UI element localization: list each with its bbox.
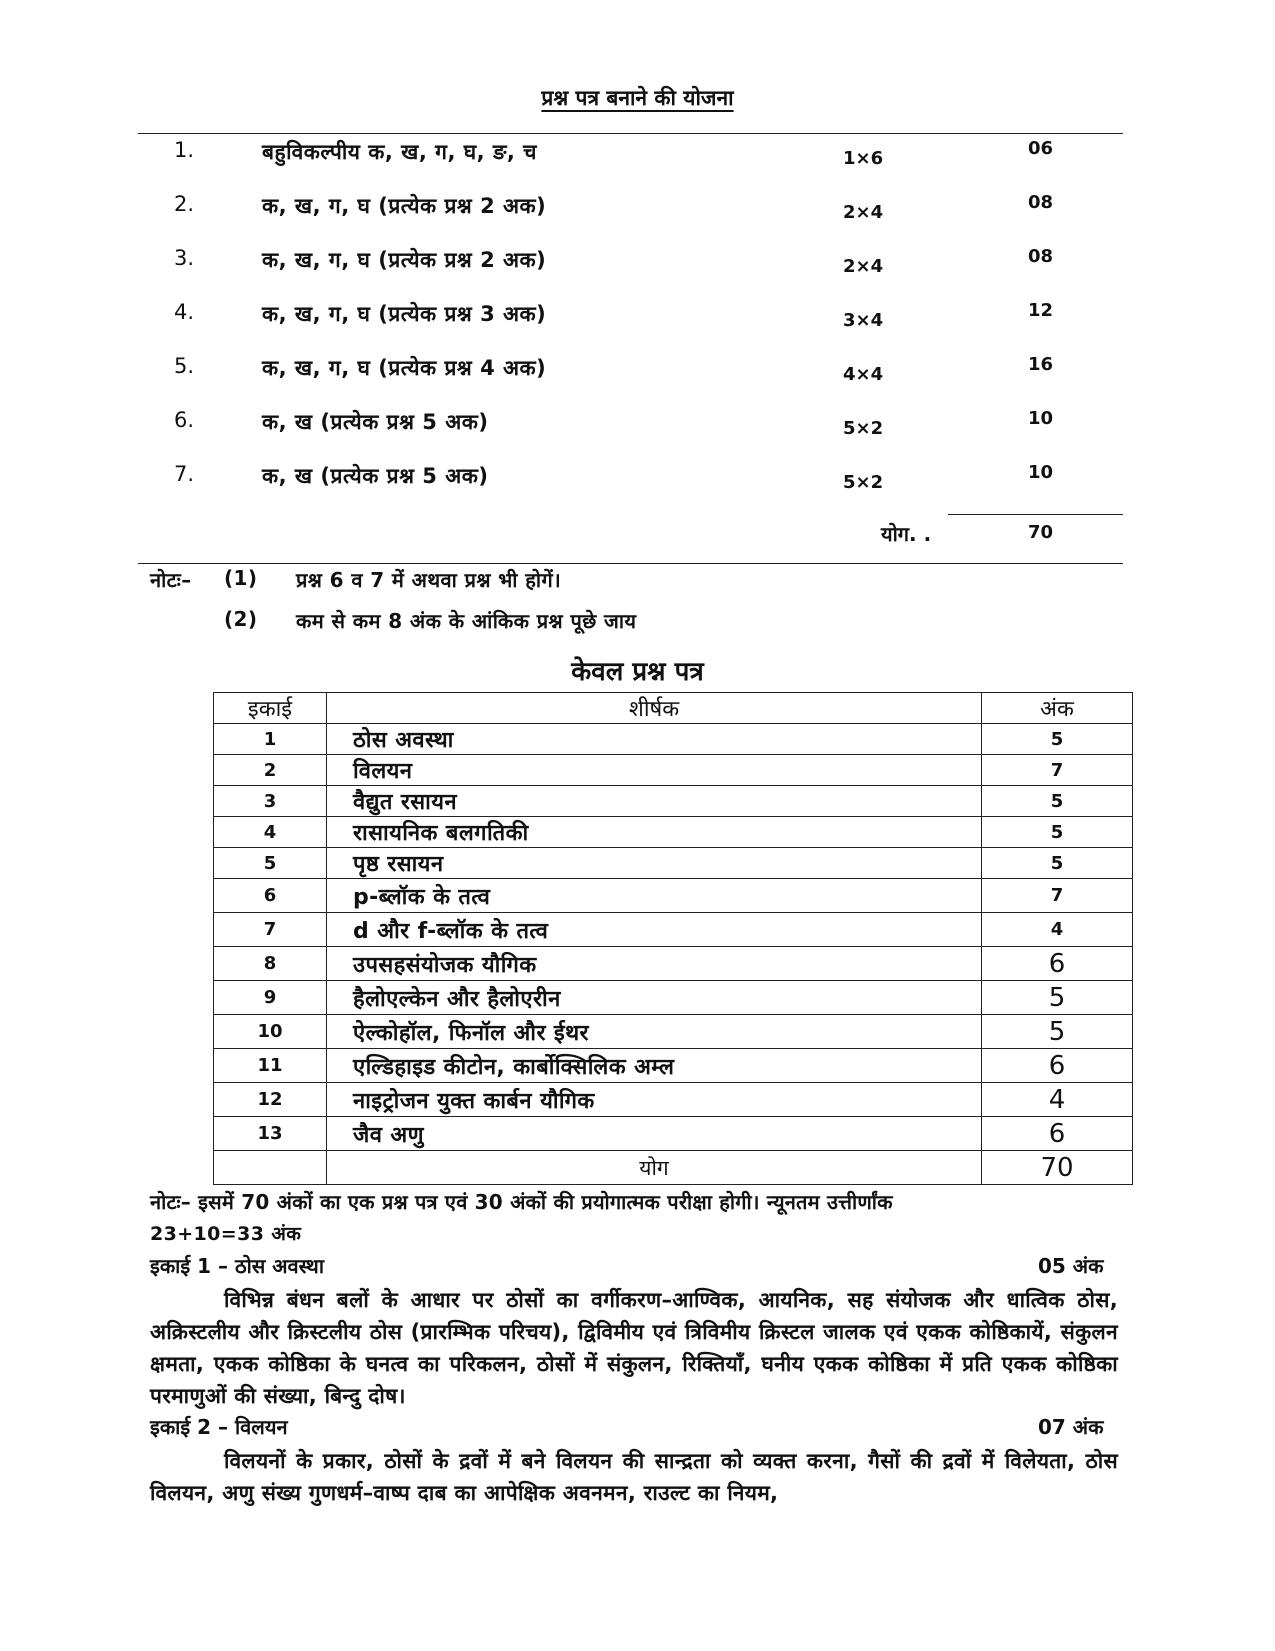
unit-marks: 4 — [982, 913, 1133, 947]
header-topic: शीर्षक — [327, 693, 982, 724]
table-row — [214, 981, 1133, 1015]
unit1-text: विभिन्न बंधन बलों के आधार पर ठोसों का वर्गीकरण–आण्विक, आयनिक, सह संयोजक और धात्विक ठोस, अक्रिस्टलीय और क्रिस्टलीय ठोस (प्रारम्भिक परिचय), द्विविमीय एवं त्रिविमीय क्रिस्टल जालक एवं एकक कोष्ठिकायें, संकुलन क्षमता, एकक कोष्ठिका के घनत्व का परिकलन, ठोसों में संकुलन, रिक्तियाँ, घनीय एकक कोष्ठिका में प्रति एकक कोष्ठिका परमाणुओं की संख्या, बिन्दु दोष। — [150, 1288, 1118, 1408]
note-label: नोटः– — [150, 568, 192, 592]
scheme-calc: 2×4 — [843, 202, 884, 223]
unit-topic: विलयन — [327, 755, 982, 786]
scheme-row — [0, 462, 1275, 502]
scheme-calc: 1×6 — [843, 148, 884, 169]
notes-rule — [138, 563, 1123, 564]
scheme-marks: 10 — [1028, 408, 1054, 429]
note-number: (2) — [224, 607, 258, 631]
scheme-calc: 5×2 — [843, 418, 884, 439]
scheme-calc: 4×4 — [843, 364, 884, 385]
unit-marks: 6 — [982, 1117, 1133, 1151]
unit-topic: रासायनिक बलगतिकी — [327, 817, 982, 848]
unit1-description — [150, 1284, 1118, 1412]
unit-topic: वैद्युत रसायन — [327, 786, 982, 817]
header-marks: अंक — [982, 693, 1133, 724]
scheme-num: 5. — [174, 354, 195, 378]
table-row — [214, 817, 1133, 848]
scheme-desc: क, ख, ग, घ (प्रत्येक प्रश्न 2 अक) — [262, 194, 547, 218]
scheme-marks: 10 — [1028, 462, 1054, 483]
scheme-desc: क, ख (प्रत्येक प्रश्न 5 अक) — [262, 410, 489, 434]
unit-topic: नाइट्रोजन युक्त कार्बन यौगिक — [327, 1083, 982, 1117]
scheme-desc: क, ख (प्रत्येक प्रश्न 5 अक) — [262, 464, 489, 488]
scheme-num: 7. — [174, 462, 195, 486]
scheme-num: 4. — [174, 300, 195, 324]
bottom-note-line1: नोटः– इसमें 70 अंकों का एक प्रश्न पत्र एवं 30 अंकों की प्रयोगात्मक परीक्षा होगी। न्यूनतम उत्तीर्णांक — [150, 1190, 893, 1214]
unit-number: 1 — [214, 724, 327, 755]
scheme-marks: 06 — [1028, 138, 1054, 159]
unit-number: 5 — [214, 848, 327, 879]
table-row — [214, 1083, 1133, 1117]
scheme-row — [0, 300, 1275, 340]
scheme-num: 3. — [174, 246, 195, 270]
scheme-total-value: 70 — [1028, 522, 1054, 543]
unit2-heading: इकाई 2 – विलयन — [150, 1415, 288, 1439]
note-text: प्रश्न 6 व 7 में अथवा प्रश्न भी होगें। — [296, 568, 562, 592]
note-number: (1) — [224, 566, 258, 590]
unit1-marks: 05 अंक — [1038, 1254, 1104, 1278]
unit-marks: 7 — [982, 879, 1133, 913]
scheme-marks: 12 — [1028, 300, 1054, 321]
section-title: केवल प्रश्न पत्र — [571, 657, 704, 687]
scheme-total-label: योग. . — [881, 522, 932, 546]
table-total-row — [214, 1151, 1133, 1185]
unit2-text: विलयनों के प्रकार, ठोसों के द्रवों में बने विलयन की सान्द्रता को व्यक्त करना, गैसों की द्रवों में विलेयता, ठोस विलयन, अणु संख्य गुणधर्म–वाष्प दाब का आपेक्षिक अवनमन, राउल्ट का नियम, — [150, 1449, 1118, 1505]
total-blank-cell — [214, 1151, 327, 1185]
unit-number: 9 — [214, 981, 327, 1015]
unit-topic: ठोस अवस्था — [327, 724, 982, 755]
unit2-description — [150, 1445, 1118, 1509]
scheme-row — [0, 246, 1275, 286]
scheme-row — [0, 354, 1275, 394]
table-row — [214, 1117, 1133, 1151]
unit-marks: 4 — [982, 1083, 1133, 1117]
unit-number: 8 — [214, 947, 327, 981]
table-row — [214, 724, 1133, 755]
unit2-marks: 07 अंक — [1038, 1415, 1104, 1439]
unit-marks: 5 — [982, 1015, 1133, 1049]
table-header-row — [214, 693, 1133, 724]
scheme-calc: 3×4 — [843, 310, 884, 331]
unit-topic: पृष्ठ रसायन — [327, 848, 982, 879]
scheme-marks: 16 — [1028, 354, 1054, 375]
units-table — [213, 692, 1133, 1185]
unit-marks: 5 — [982, 848, 1133, 879]
unit-number: 3 — [214, 786, 327, 817]
table-row — [214, 1015, 1133, 1049]
unit-marks: 6 — [982, 947, 1133, 981]
scheme-marks: 08 — [1028, 192, 1054, 213]
table-row — [214, 913, 1133, 947]
scheme-num: 2. — [174, 192, 195, 216]
unit-marks: 5 — [982, 786, 1133, 817]
table-row — [214, 755, 1133, 786]
unit-topic: हैलोएल्केन और हैलोएरीन — [327, 981, 982, 1015]
header-unit: इकाई — [214, 693, 327, 724]
scheme-calc: 5×2 — [843, 472, 884, 493]
unit-marks: 5 — [982, 817, 1133, 848]
unit-number: 6 — [214, 879, 327, 913]
scheme-desc: बहुविकल्पीय क, ख, ग, घ, ङ, च — [262, 140, 537, 164]
scheme-num: 1. — [174, 138, 195, 162]
total-label: योग — [327, 1151, 982, 1185]
scheme-desc: क, ख, ग, घ (प्रत्येक प्रश्न 2 अक) — [262, 248, 547, 272]
page-title: प्रश्न पत्र बनाने की योजना — [541, 86, 734, 110]
unit-number: 10 — [214, 1015, 327, 1049]
unit-topic: p-ब्लॉक के तत्व — [327, 879, 982, 913]
scheme-desc: क, ख, ग, घ (प्रत्येक प्रश्न 4 अक) — [262, 356, 547, 380]
table-row — [214, 1049, 1133, 1083]
scheme-calc: 2×4 — [843, 256, 884, 277]
total-value: 70 — [982, 1151, 1133, 1185]
scheme-row — [0, 138, 1275, 178]
table-row — [214, 879, 1133, 913]
note-text: कम से कम 8 अंक के आंकिक प्रश्न पूछे जाय — [296, 609, 637, 633]
table-row — [214, 848, 1133, 879]
scheme-row — [0, 192, 1275, 232]
unit-number: 2 — [214, 755, 327, 786]
unit1-heading: इकाई 1 – ठोस अवस्था — [150, 1254, 325, 1278]
unit-topic: एल्डिहाइड कीटोन, कार्बोक्सिलिक अम्ल — [327, 1049, 982, 1083]
unit-topic: d और f-ब्लॉक के तत्व — [327, 913, 982, 947]
unit-marks: 5 — [982, 724, 1133, 755]
unit-marks: 7 — [982, 755, 1133, 786]
table-row — [214, 947, 1133, 981]
unit-topic: जैव अणु — [327, 1117, 982, 1151]
unit-topic: ऐल्कोहॉल, फिनॉल और ईथर — [327, 1015, 982, 1049]
unit-marks: 6 — [982, 1049, 1133, 1083]
table-row — [214, 786, 1133, 817]
top-rule — [138, 133, 1123, 134]
unit-number: 12 — [214, 1083, 327, 1117]
scheme-row — [0, 408, 1275, 448]
unit-marks: 5 — [982, 981, 1133, 1015]
bottom-note-line2: 23+10=33 अंक — [150, 1223, 302, 1245]
unit-number: 13 — [214, 1117, 327, 1151]
total-rule — [948, 514, 1123, 515]
unit-topic: उपसहसंयोजक यौगिक — [327, 947, 982, 981]
scheme-num: 6. — [174, 408, 195, 432]
scheme-desc: क, ख, ग, घ (प्रत्येक प्रश्न 3 अक) — [262, 302, 547, 326]
scheme-marks: 08 — [1028, 246, 1054, 267]
unit-number: 4 — [214, 817, 327, 848]
unit-number: 7 — [214, 913, 327, 947]
unit-number: 11 — [214, 1049, 327, 1083]
